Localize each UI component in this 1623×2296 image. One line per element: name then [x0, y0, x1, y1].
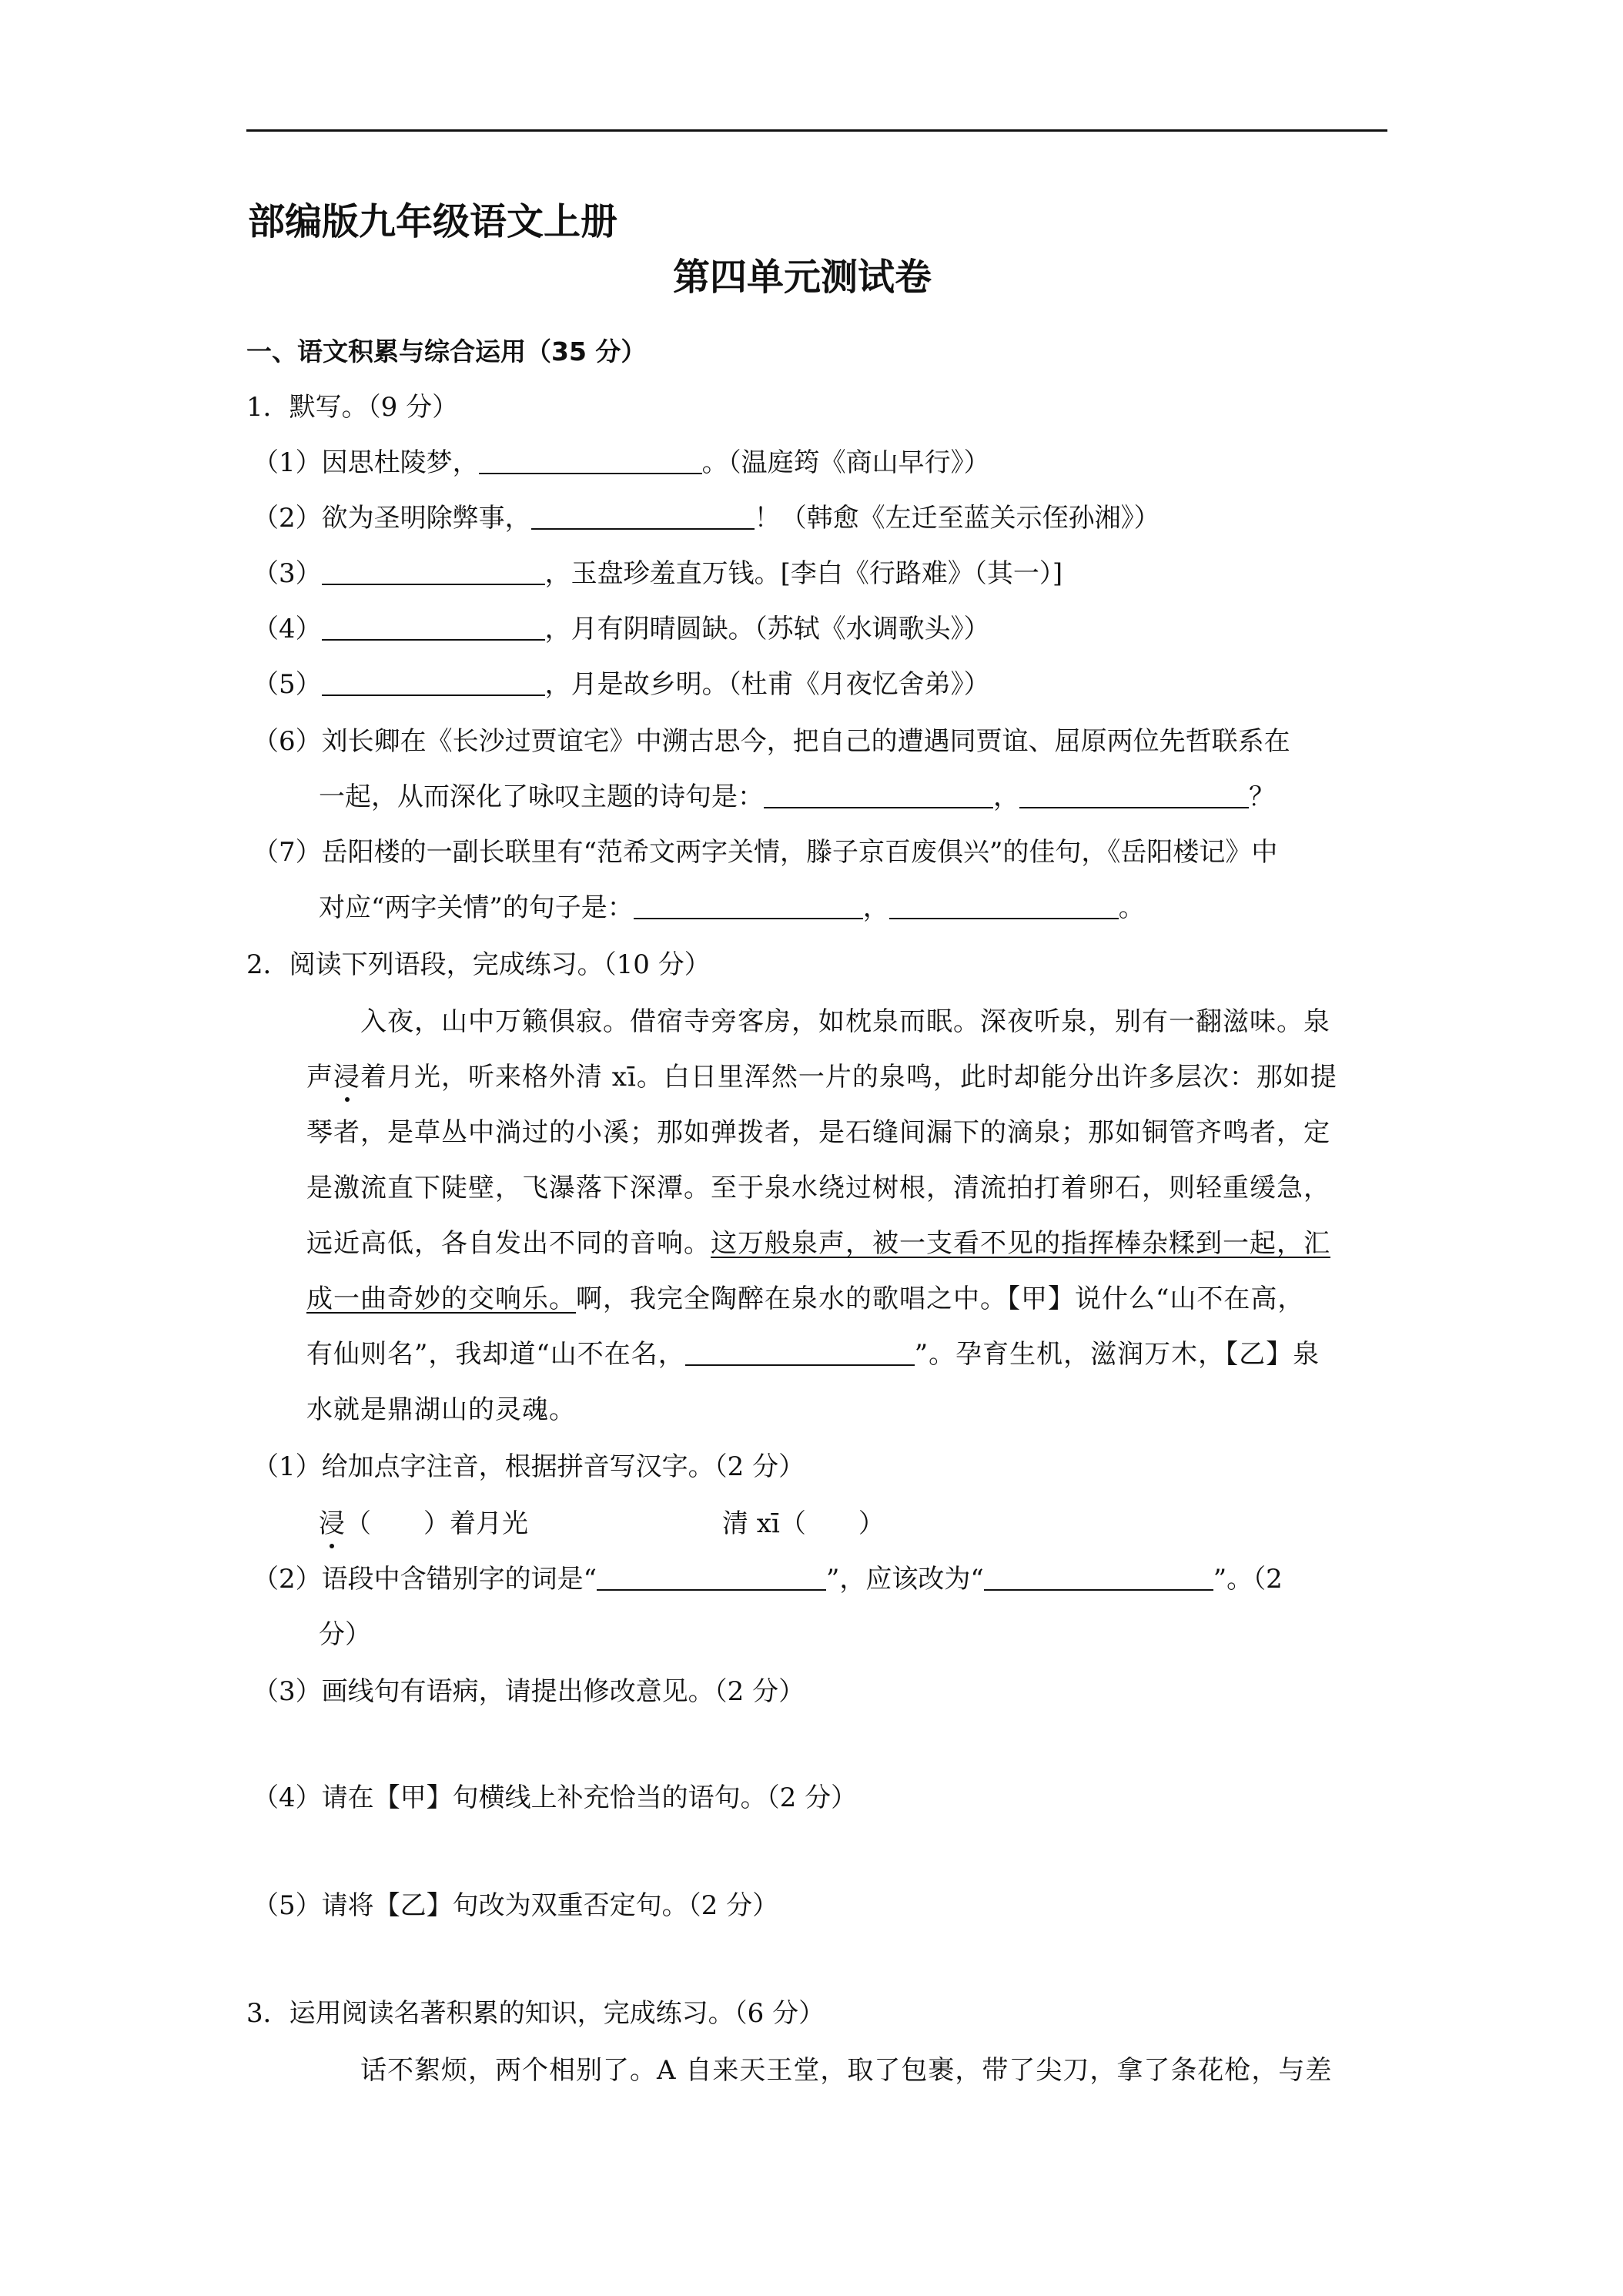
q2-sub-2: （2）语段中含错别字的词是“ ”，应该改为“ ”。（2 [253, 1564, 1283, 1595]
q1-item-5: （5） ，月是故乡明。（杜甫《月夜忆舍弟》） [253, 669, 990, 700]
q2-heading: 2．阅读下列语段，完成练习。（10 分） [246, 949, 711, 980]
book-title: 部编版九年级语文上册 [248, 200, 618, 243]
test-title: 第四单元测试卷 [673, 256, 932, 299]
q1-item-7: （7）岳阳楼的一副长联里有“范希文两字关情，滕子京百废俱兴”的佳句，《岳阳楼记》中 [253, 837, 1278, 868]
q2-sub-2-cont: 分） [319, 1619, 371, 1650]
q2-sub-4: （4）请在【甲】句横线上补充恰当的语句。（2 分） [253, 1782, 858, 1813]
answer-blank[interactable] [1019, 784, 1249, 808]
underlined-sentence: 成一曲奇妙的交响乐。 [306, 1284, 576, 1314]
q1-item-2: （2）欲为圣明除弊事， ！（韩愈《左迁至蓝关示侄孙湘》） [253, 503, 1160, 534]
q2-sub-1: （1）给加点字注音，根据拼音写汉字。（2 分） [253, 1451, 805, 1482]
passage-line: 入夜，山中万籁俱寂。借宿寺旁客房，如枕泉而眠。深夜听泉，别有一翻滋味。泉 [360, 1006, 1330, 1037]
answer-blank[interactable] [984, 1566, 1213, 1591]
passage-line: 话不絮烦，两个相别了。A 自来天王堂，取了包裹，带了尖刀，拿了条花枪，与差 [360, 2055, 1333, 2086]
answer-blank[interactable] [685, 1341, 915, 1366]
answer-blank[interactable] [531, 505, 755, 530]
q2-sub-1-a: 浸（ ）着月光 [319, 1508, 528, 1539]
answer-blank[interactable] [322, 616, 545, 641]
passage-line: 水就是鼎湖山的灵魂。 [306, 1394, 576, 1425]
q1-item-6-cont: 一起，从而深化了咏叹主题的诗句是： ， ？ [319, 782, 1275, 812]
answer-blank[interactable] [764, 784, 993, 808]
passage-line: 远近高低，各自发出不同的音响。这万般泉声，被一支看不见的指挥棒杂糅到一起，汇 [306, 1228, 1330, 1259]
q1-heading: 1．默写。（9 分） [246, 392, 459, 423]
passage-line: 是激流直下陡壁，飞瀑落下深潭。至于泉水绕过树根，清流拍打着卵石，则轻重缓急， [306, 1173, 1330, 1203]
q1-item-4: （4） ，月有阴晴圆缺。（苏轼《水调歌头》） [253, 614, 990, 644]
dotted-char: 浸 [333, 1062, 360, 1093]
answer-blank[interactable] [634, 895, 863, 919]
section-heading: 一、语文积累与综合运用（35 分） [246, 336, 647, 366]
answer-blank[interactable] [889, 895, 1119, 919]
answer-blank[interactable] [479, 450, 702, 474]
q1-item-7-cont: 对应“两字关情”的句子是： ， 。 [319, 892, 1145, 923]
dotted-char: 浸 [319, 1508, 345, 1539]
passage-line: 琴者，是草丛中淌过的小溪；那如弹拨者，是石缝间漏下的滴泉；那如铜管齐鸣者，定 [306, 1117, 1330, 1148]
answer-blank[interactable] [322, 671, 545, 696]
passage-line: 声浸着月光，听来格外清 xī。白日里浑然一片的泉鸣，此时却能分出许多层次：那如提 [306, 1062, 1337, 1093]
q1-item-3: （3） ，玉盘珍羞直万钱。[李白《行路难》（其一）] [253, 558, 1063, 589]
underlined-sentence: 这万般泉声，被一支看不见的指挥棒杂糅到一起，汇 [711, 1228, 1330, 1259]
passage-line: 有仙则名”，我却道“山不在名， ”。孕育生机，滋润万木，【乙】泉 [306, 1339, 1320, 1370]
q3-heading: 3．运用阅读名著积累的知识，完成练习。（6 分） [246, 1998, 825, 2029]
q1-item-6: （6）刘长卿在《长沙过贾谊宅》中溯古思今，把自己的遭遇同贾谊、屈原两位先哲联系在 [253, 726, 1290, 757]
q2-sub-5: （5）请将【乙】句改为双重否定句。（2 分） [253, 1890, 779, 1921]
q2-sub-1-b: 清 xī（ ） [722, 1508, 885, 1539]
answer-blank[interactable] [597, 1566, 826, 1591]
answer-blank[interactable] [322, 561, 545, 585]
q1-item-1: （1）因思杜陵梦， 。（温庭筠《商山早行》） [253, 447, 990, 478]
passage-line: 成一曲奇妙的交响乐。啊，我完全陶醉在泉水的歌唱之中。【甲】说什么“山不在高， [306, 1284, 1305, 1314]
q2-sub-3: （3）画线句有语病，请提出修改意见。（2 分） [253, 1676, 805, 1707]
header-rule [246, 129, 1387, 132]
